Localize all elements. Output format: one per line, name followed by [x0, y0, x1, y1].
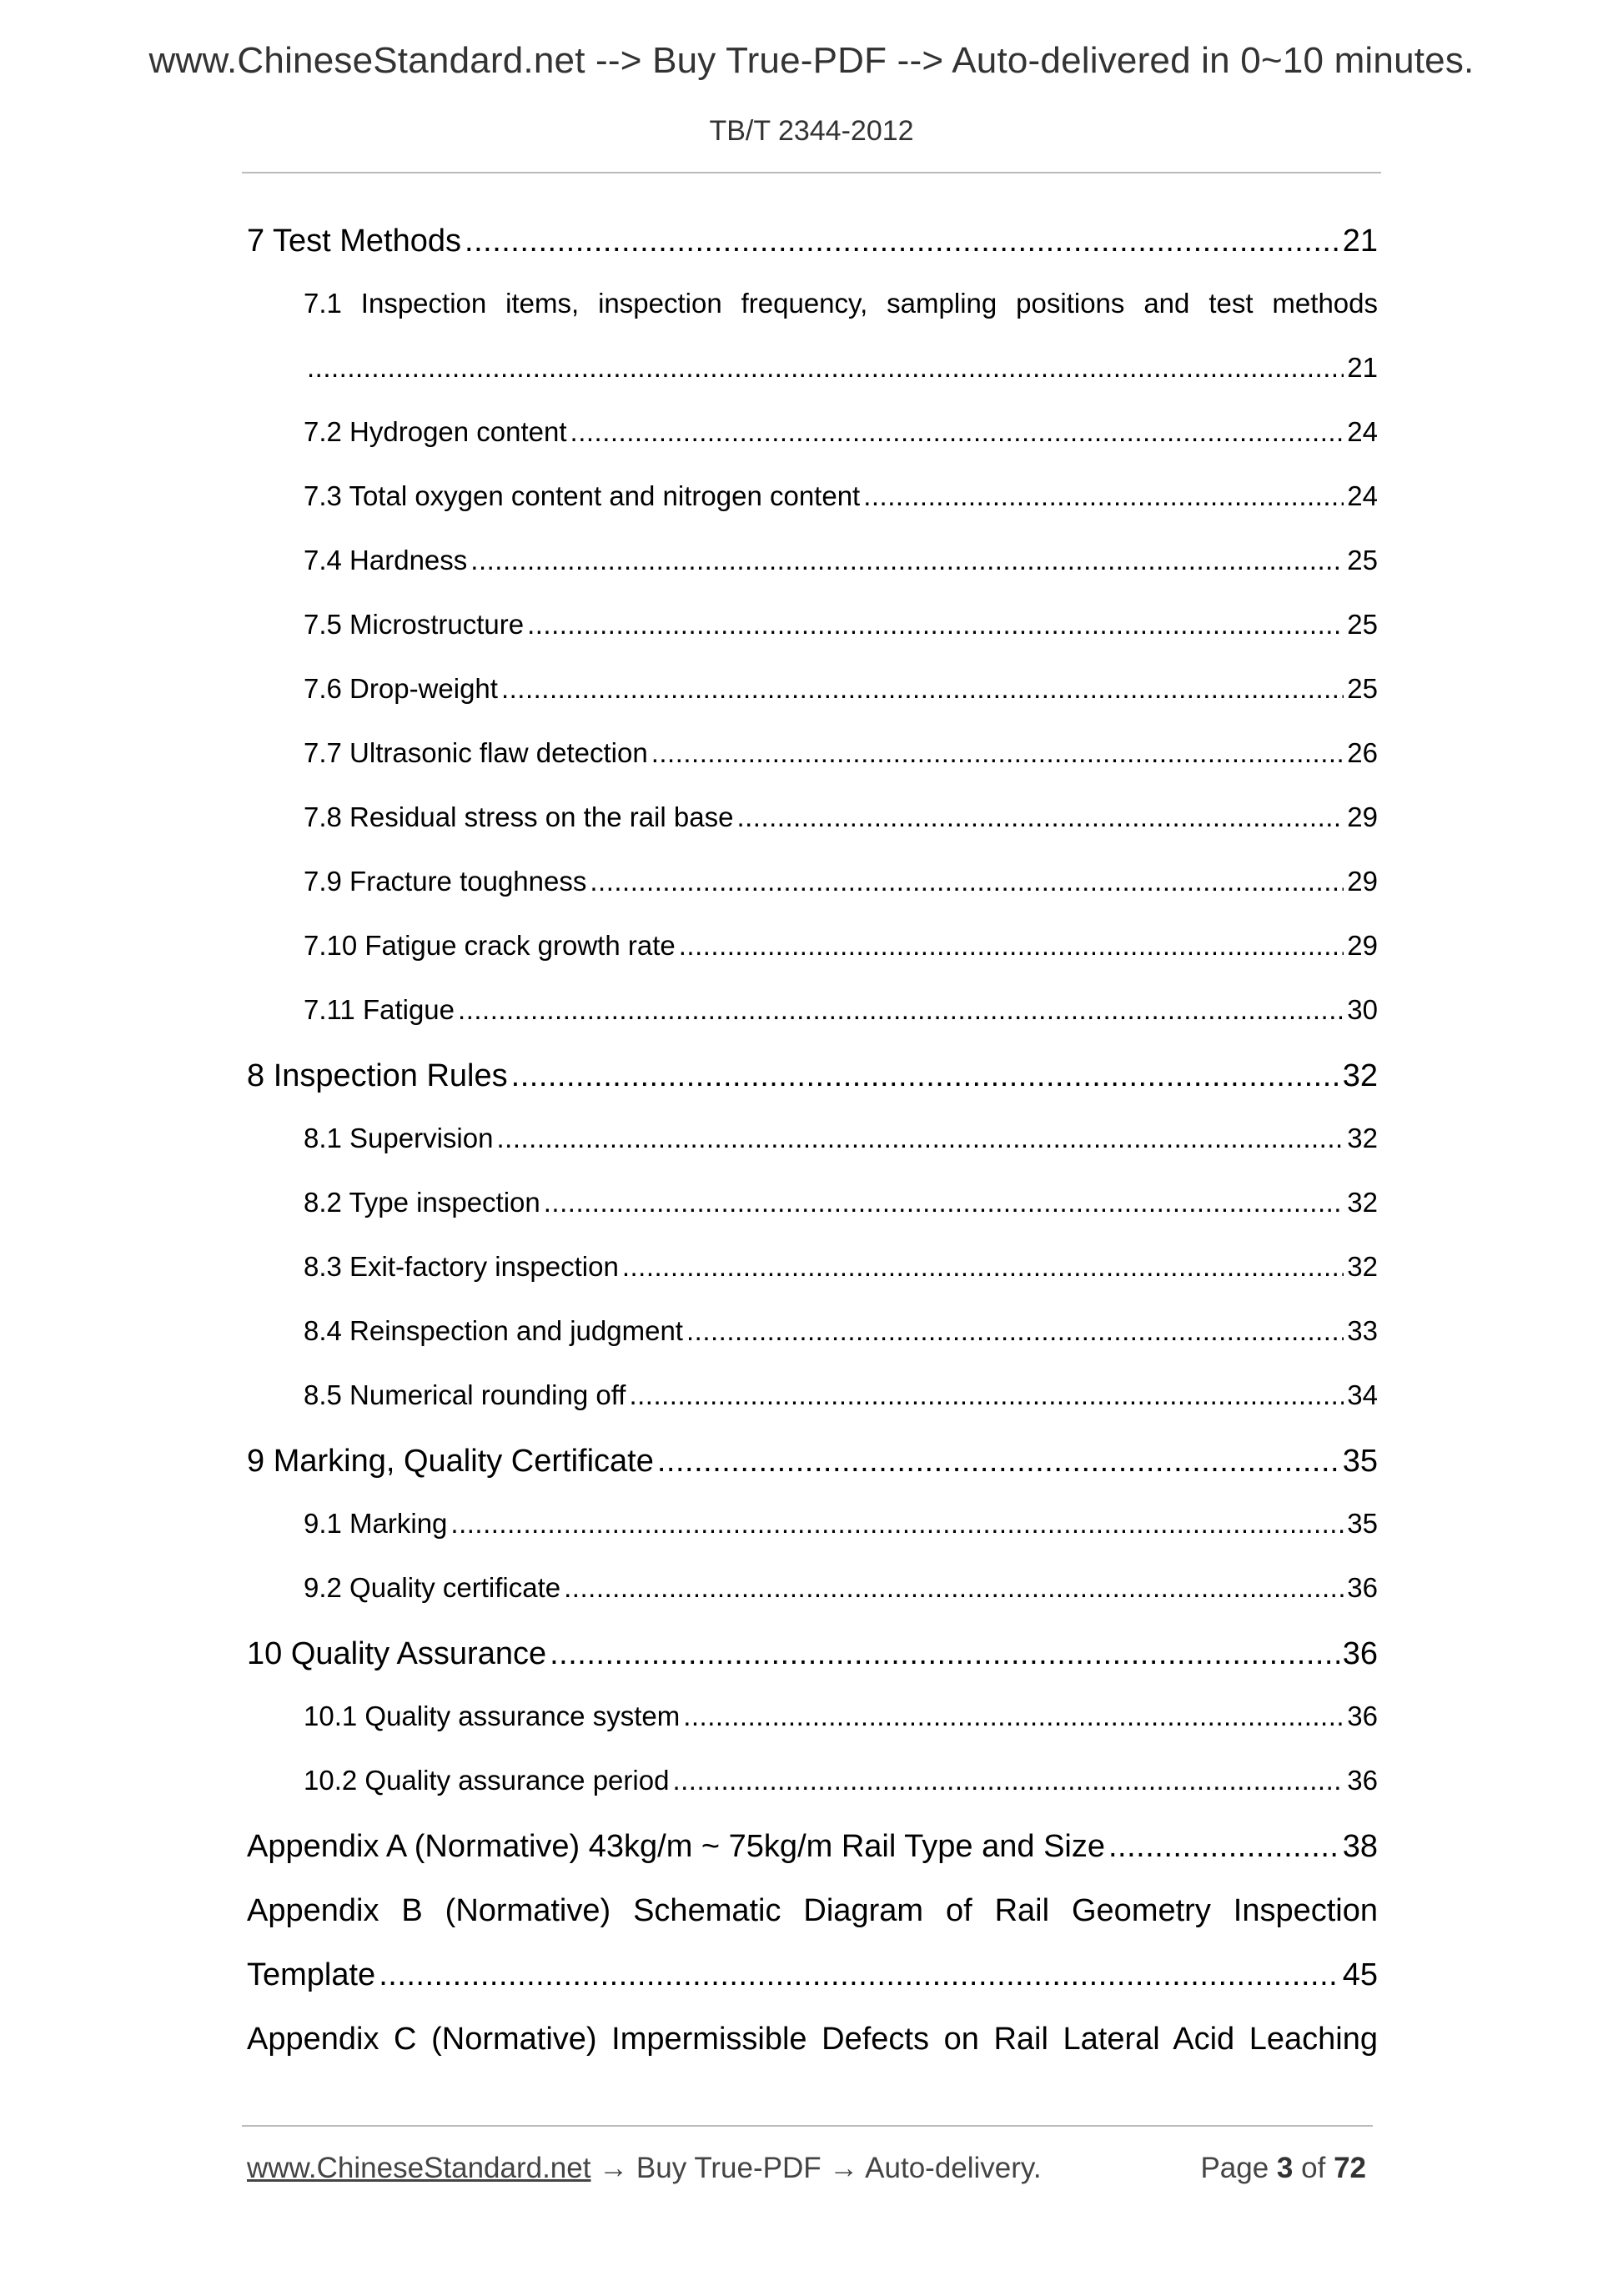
- toc-leader-dots: [622, 1251, 1344, 1283]
- toc-entry-title: 7.10 Fatigue crack growth rate: [304, 930, 676, 961]
- toc-entry-page: 25: [1347, 545, 1378, 575]
- toc-entry-page: 29: [1347, 930, 1378, 961]
- toc-entry[interactable]: [247, 930, 1378, 994]
- toc-entry-title: 7 Test Methods: [247, 224, 462, 259]
- toc-leader-dots: [1108, 1829, 1339, 1865]
- toc-leader-dots: [570, 416, 1344, 448]
- toc-leader-dots: [465, 224, 1339, 259]
- toc-entry-title: 9 Marking, Quality Certificate: [247, 1444, 654, 1479]
- toc-entry[interactable]: [247, 1765, 1378, 1829]
- toc-entry[interactable]: [247, 1636, 1378, 1701]
- toc-entry-page: 36: [1347, 1701, 1378, 1731]
- toc-entry[interactable]: [247, 1187, 1378, 1251]
- toc-entry[interactable]: [247, 1379, 1378, 1444]
- toc-entry-page: 45: [1342, 1957, 1378, 1992]
- toc-entry-title: 7.5 Microstructure: [304, 609, 525, 640]
- toc-entry-page: 29: [1347, 801, 1378, 832]
- toc-entry-page: 32: [1342, 1058, 1378, 1093]
- toc-entry[interactable]: [247, 609, 1378, 673]
- page-number: [1200, 2152, 1366, 2185]
- toc-entry[interactable]: [247, 2022, 1378, 2086]
- table-of-contents: [247, 224, 1378, 2086]
- toc-entry[interactable]: [247, 1701, 1378, 1765]
- toc-leader-dots: [450, 1508, 1344, 1540]
- toc-entry[interactable]: [247, 224, 1378, 288]
- toc-entry[interactable]: [247, 1315, 1378, 1379]
- toc-leader-dots: [679, 930, 1344, 962]
- toc-entry-page: 35: [1342, 1444, 1378, 1479]
- toc-leader-dots: [527, 609, 1344, 641]
- toc-entry[interactable]: [247, 1444, 1378, 1508]
- toc-entry-title: 7.8 Residual stress on the rail base: [304, 801, 734, 832]
- toc-entry[interactable]: [247, 352, 1378, 416]
- footer-site-link[interactable]: www.ChineseStandard.net: [247, 2152, 591, 2184]
- toc-entry[interactable]: [247, 288, 1378, 352]
- site-banner[interactable]: www.ChineseStandard.net --> Buy True-PDF --> Auto-delivered in 0~10 minutes.: [148, 40, 1475, 81]
- toc-entry-title: Appendix A (Normative) 43kg/m ~ 75kg/m Rail Type and Size: [247, 1829, 1105, 1864]
- toc-entry-page: 36: [1342, 1636, 1378, 1671]
- toc-leader-dots: [657, 1444, 1339, 1480]
- toc-leader-dots: [511, 1058, 1339, 1094]
- toc-entry-page: 24: [1347, 416, 1378, 447]
- toc-entry-page: 36: [1347, 1572, 1378, 1603]
- toc-entry[interactable]: [247, 1508, 1378, 1572]
- toc-entry-title: 7.4 Hardness: [304, 545, 468, 575]
- toc-entry-page: 32: [1347, 1187, 1378, 1218]
- toc-entry-title: 7.3 Total oxygen content and nitrogen content: [304, 480, 861, 511]
- toc-entry-title: 7.1 Inspection items, inspection frequency, sampling positions and test methods: [304, 288, 1378, 319]
- toc-entry-title: Template: [247, 1957, 376, 1992]
- standard-code: TB/T 2344-2012: [709, 115, 914, 147]
- toc-entry[interactable]: [247, 1058, 1378, 1123]
- toc-entry-page: 25: [1347, 609, 1378, 640]
- toc-leader-dots: [307, 352, 1344, 384]
- toc-leader-dots: [629, 1379, 1344, 1411]
- toc-entry-page: 25: [1347, 673, 1378, 704]
- page-total: 72: [1334, 2152, 1366, 2184]
- toc-leader-dots: [672, 1765, 1344, 1796]
- toc-entry[interactable]: [247, 1123, 1378, 1187]
- toc-entry-page: 32: [1347, 1251, 1378, 1282]
- toc-entry-page: 21: [1342, 224, 1378, 259]
- toc-entry-title: 9.2 Quality certificate: [304, 1572, 561, 1603]
- toc-entry[interactable]: [247, 480, 1378, 545]
- toc-entry[interactable]: [247, 416, 1378, 480]
- toc-entry-title: 7.9 Fracture toughness: [304, 866, 587, 897]
- toc-entry[interactable]: [247, 545, 1378, 609]
- footer-tagline: → Buy True-PDF → Auto-delivery.: [590, 2152, 1042, 2184]
- toc-entry-page: 32: [1347, 1123, 1378, 1153]
- toc-entry-title: 10.1 Quality assurance system: [304, 1701, 681, 1731]
- toc-leader-dots: [501, 673, 1344, 705]
- toc-entry[interactable]: [247, 1572, 1378, 1636]
- page-of-label: of: [1301, 2152, 1326, 2184]
- toc-entry[interactable]: [247, 801, 1378, 866]
- toc-leader-dots: [550, 1636, 1339, 1672]
- toc-leader-dots: [651, 737, 1344, 769]
- toc-entry-title: 8.1 Supervision: [304, 1123, 494, 1153]
- toc-entry-title: 7.7 Ultrasonic flaw detection: [304, 737, 648, 768]
- toc-leader-dots: [379, 1957, 1339, 1993]
- header-divider: [242, 172, 1381, 173]
- toc-entry[interactable]: [247, 737, 1378, 801]
- toc-entry[interactable]: [247, 994, 1378, 1058]
- toc-entry-title: 10 Quality Assurance: [247, 1636, 547, 1671]
- toc-entry[interactable]: [247, 866, 1378, 930]
- toc-leader-dots: [863, 480, 1344, 512]
- toc-entry[interactable]: [247, 1829, 1378, 1893]
- toc-entry-page: 36: [1347, 1765, 1378, 1796]
- page-label: Page: [1200, 2152, 1269, 2184]
- toc-leader-dots: [590, 866, 1344, 897]
- toc-entry-page: 34: [1347, 1379, 1378, 1410]
- page-current: 3: [1276, 2152, 1294, 2184]
- toc-entry-title: Appendix C (Normative) Impermissible Defects on Rail Lateral Acid Leaching: [247, 2022, 1378, 2057]
- toc-entry-title: 8.5 Numerical rounding off: [304, 1379, 626, 1410]
- toc-entry-title: 8.4 Reinspection and judgment: [304, 1315, 683, 1346]
- toc-entry[interactable]: [247, 1251, 1378, 1315]
- toc-leader-dots: [470, 545, 1344, 576]
- toc-entry-page: 26: [1347, 737, 1378, 768]
- toc-entry-title: 10.2 Quality assurance period: [304, 1765, 670, 1796]
- toc-entry[interactable]: [247, 1893, 1378, 1957]
- toc-entry[interactable]: [247, 1957, 1378, 2022]
- toc-entry[interactable]: [247, 673, 1378, 737]
- toc-entry-page: 38: [1342, 1829, 1378, 1864]
- toc-leader-dots: [496, 1123, 1344, 1154]
- toc-entry-title: Appendix B (Normative) Schematic Diagram of Rail Geometry Inspection: [247, 1893, 1378, 1928]
- toc-entry-title: 8.3 Exit-factory inspection: [304, 1251, 619, 1282]
- toc-leader-dots: [736, 801, 1344, 833]
- toc-entry-title: 7.11 Fatigue: [304, 994, 455, 1025]
- toc-entry-title: 9.1 Marking: [304, 1508, 448, 1539]
- toc-entry-page: 24: [1347, 480, 1378, 511]
- toc-entry-title: 8 Inspection Rules: [247, 1058, 508, 1093]
- toc-entry-title: 8.2 Type inspection: [304, 1187, 540, 1218]
- toc-leader-dots: [564, 1572, 1344, 1604]
- toc-leader-dots: [686, 1315, 1344, 1347]
- footer-divider: [242, 2125, 1373, 2127]
- toc-entry-page: 21: [1347, 352, 1378, 383]
- toc-leader-dots: [683, 1701, 1344, 1732]
- toc-entry-title: 7.6 Drop-weight: [304, 673, 498, 704]
- toc-entry-page: 35: [1347, 1508, 1378, 1539]
- toc-entry-page: 30: [1347, 994, 1378, 1025]
- toc-entry-page: 33: [1347, 1315, 1378, 1346]
- toc-leader-dots: [458, 994, 1344, 1026]
- toc-entry-page: 29: [1347, 866, 1378, 897]
- page-footer: [247, 2152, 1373, 2185]
- toc-entry-title: 7.2 Hydrogen content: [304, 416, 567, 447]
- toc-leader-dots: [544, 1187, 1344, 1218]
